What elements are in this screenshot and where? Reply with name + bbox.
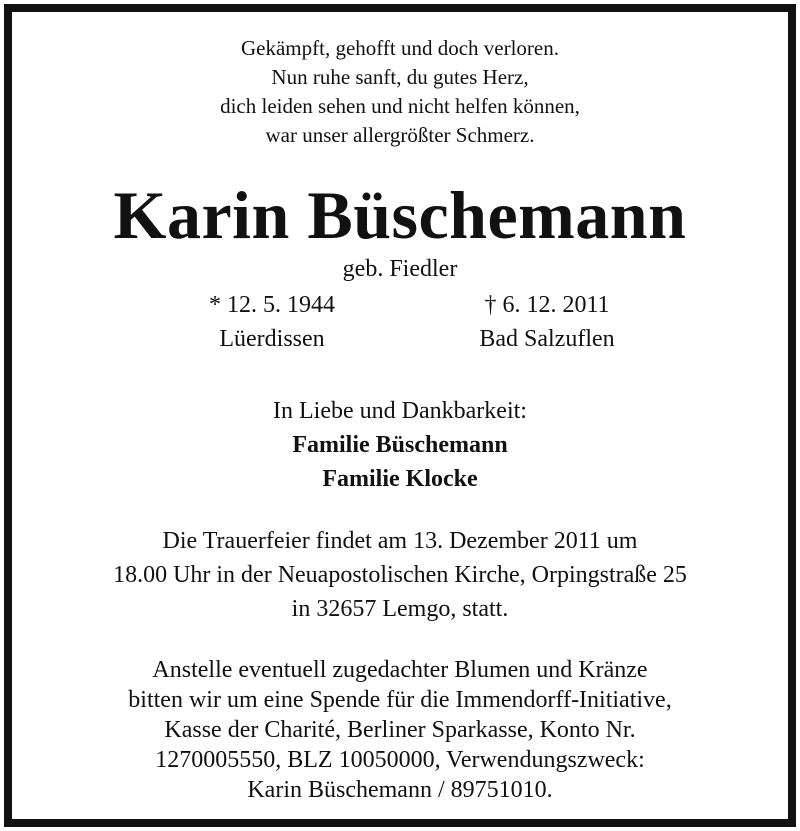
death-date: † 6. 12. 2011 (484, 292, 610, 318)
verse-line: war unser allergrößter Schmerz. (265, 123, 535, 147)
donation-line: Karin Büschemann / 89751010. (247, 777, 553, 803)
maiden-name: geb. Fiedler (342, 256, 458, 282)
ceremony-line: 18.00 Uhr in der Neuapostolischen Kirche, Orpingstraße 25 (113, 562, 687, 588)
donation-line: 1270005550, BLZ 10050000, Verwendungszweck: (155, 747, 645, 773)
donation-line: Kasse der Charité, Berliner Sparkasse, Konto Nr. (164, 717, 636, 743)
donation-line: Anstelle eventuell zugedachter Blumen und Kränze (152, 657, 648, 683)
ceremony-line: Die Trauerfeier findet am 13. Dezember 2011 um (162, 528, 638, 554)
mourner-family: Familie Büschemann (292, 432, 508, 458)
mourners-intro: In Liebe und Dankbarkeit: (273, 398, 527, 424)
verse-line: Nun ruhe sanft, du gutes Herz, (271, 65, 529, 89)
death-column (422, 288, 672, 356)
funeral-notice (12, 524, 788, 626)
verse-line: dich leiden sehen und nicht helfen können, (220, 94, 580, 118)
donation-notice (12, 655, 788, 805)
ceremony-line: in 32657 Lemgo, statt. (291, 596, 509, 622)
birth-date: * 12. 5. 1944 (209, 292, 335, 318)
memorial-verse (12, 34, 788, 150)
deceased-name: Karin Büschemann (113, 177, 687, 253)
mourners-section (12, 394, 788, 496)
obituary-frame (4, 4, 796, 827)
verse-line: Gekämpft, gehofft und doch verloren. (240, 36, 559, 60)
death-place: Bad Salzuflen (479, 326, 615, 352)
mourner-family: Familie Klocke (322, 466, 478, 492)
birth-place: Lüerdissen (219, 326, 325, 352)
donation-line: bitten wir um eine Spende für die Immendorff-Initiative, (128, 687, 672, 713)
birth-column (162, 288, 382, 356)
